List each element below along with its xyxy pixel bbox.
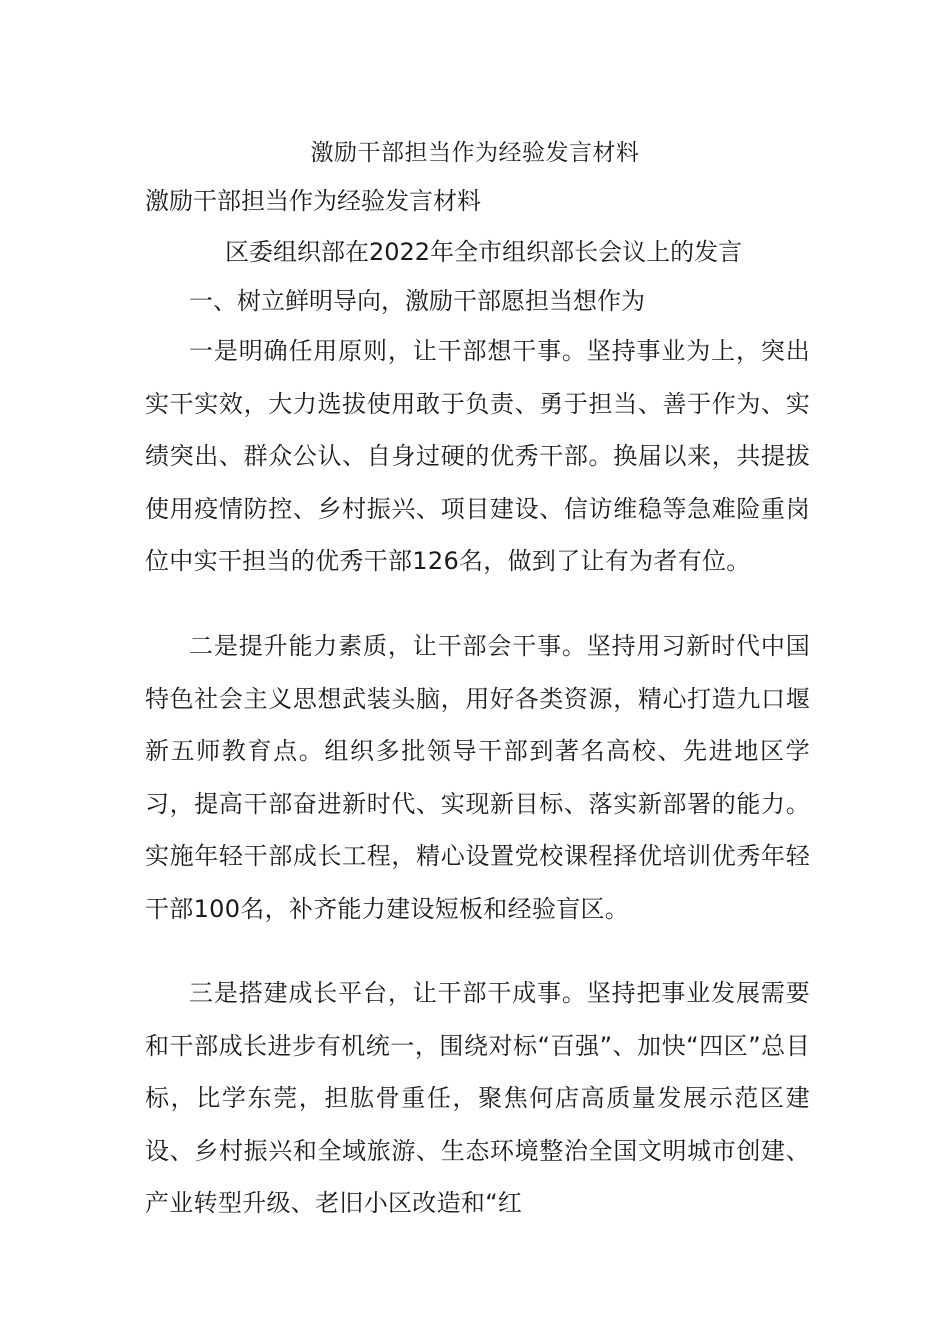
paragraph-3: 三是搭建成长平台，让干部干成事。坚持把事业发展需要和干部成长进步有机统一，围绕对标“百强”、加快“四区”总目标，比学东莞，担肱骨重任，聚焦何店高质量发展示范区建设、乡村振兴和全域旅游、生态环境整治全国文明城市创建、产业转型升级、老旧小区改造和“红 (145, 979, 810, 1217)
document-subtitle: 激励干部担当作为经验发言材料 (145, 187, 481, 215)
section-heading: 一、树立鲜明导向，激励干部愿担当想作为 (189, 287, 645, 315)
paragraph-1: 一是明确任用原则，让干部想干事。坚持事业为上，突出实干实效，大力选拔使用敢于负责、勇于担当、善于作为、实绩突出、群众公认、自身过硬的优秀干部。换届以来，共提拔使用疫情防控、乡村振兴、项目建设、信访维稳等急难险重岗位中实干担当的优秀干部126名，做到了让有为者有位。 (145, 337, 810, 575)
paragraph-2: 二是提升能力素质，让干部会干事。坚持用习新时代中国特色社会主义思想武装头脑，用好各类资源，精心打造九口堰新五师教育点。组织多批领导干部到著名高校、先进地区学习，提高干部奋进新时代、实现新目标、落实新部署的能力。实施年轻干部成长工程，精心设置党校课程择优培训优秀年轻干部100名，补齐能力建设短板和经验盲区。 (145, 632, 810, 923)
document-title: 激励干部担当作为经验发言材料 (310, 140, 640, 166)
speech-heading: 区委组织部在2022年全市组织部长会议上的发言 (225, 238, 743, 266)
